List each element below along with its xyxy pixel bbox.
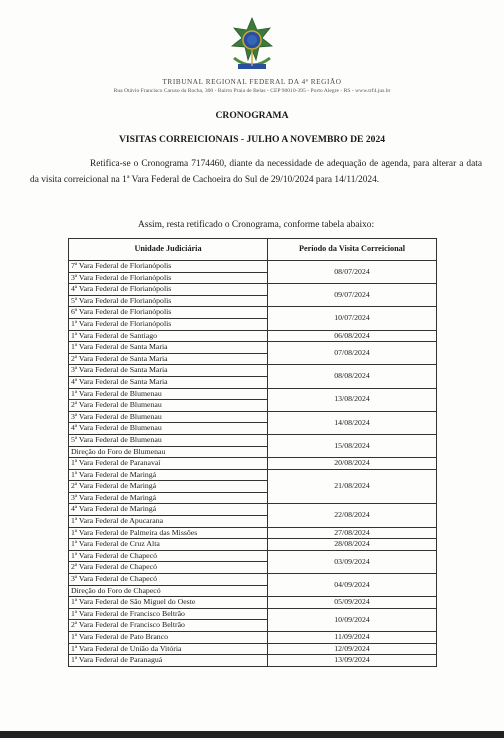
date-cell: 13/09/2024: [268, 655, 437, 667]
table-row: [69, 550, 437, 562]
table-row: [69, 539, 437, 551]
table-row: [69, 434, 437, 446]
table-header-row: [69, 239, 437, 261]
date-cell: 04/09/2024: [268, 574, 437, 597]
document-subtitle: VISITAS CORREICIONAIS - JULHO A NOVEMBRO DE 2024: [118, 134, 386, 145]
unit-cell: 1ª Vara Federal de Paranavaí: [69, 458, 268, 470]
unit-cell: 1ª Vara Federal de Santa Maria: [69, 342, 268, 354]
table-row: [69, 655, 437, 667]
unit-cell: 5ª Vara Federal de Florianópolis: [69, 295, 268, 307]
schedule-table: [68, 238, 437, 667]
date-cell: 27/08/2024: [268, 527, 437, 539]
date-cell: 28/08/2024: [268, 539, 437, 551]
date-cell: 15/08/2024: [268, 434, 437, 457]
unit-cell: 6ª Vara Federal de Florianópolis: [69, 307, 268, 319]
rectification-paragraph: Retifica-se o Cronograma 7174460, diante da necessidade de adequação de agenda, para alterar a data da visita correicional na 1ª Vara Federal de Cachoeira do Sul de 29/10/2024 para 14/11/2024.: [30, 159, 482, 185]
table-row: [69, 608, 437, 620]
date-cell: 20/08/2024: [268, 458, 437, 470]
table-row: [69, 411, 437, 423]
unit-cell: 1ª Vara Federal de São Miguel do Oeste: [69, 597, 268, 609]
date-cell: 08/07/2024: [268, 261, 437, 284]
unit-cell: 4ª Vara Federal de Santa Maria: [69, 376, 268, 388]
unit-cell: 1ª Vara Federal de Chapecó: [69, 550, 268, 562]
table-row: [69, 307, 437, 319]
unit-cell: 1ª Vara Federal de Blumenau: [69, 388, 268, 400]
unit-cell: 4ª Vara Federal de Florianópolis: [69, 284, 268, 296]
unit-cell: 3ª Vara Federal de Santa Maria: [69, 365, 268, 377]
unit-cell: 1ª Vara Federal de Apucarana: [69, 516, 268, 528]
unit-cell: 2ª Vara Federal de Blumenau: [69, 400, 268, 412]
table-row: [69, 458, 437, 470]
date-cell: 08/08/2024: [268, 365, 437, 388]
unit-cell: 4ª Vara Federal de Maringá: [69, 504, 268, 516]
date-cell: 12/09/2024: [268, 643, 437, 655]
table-row: [69, 469, 437, 481]
table-row: [69, 574, 437, 586]
date-cell: 10/07/2024: [268, 307, 437, 330]
unit-cell: 7ª Vara Federal de Florianópolis: [69, 261, 268, 273]
table-row: [69, 365, 437, 377]
schedule-body: [69, 261, 437, 667]
table-row: [69, 284, 437, 296]
date-cell: 22/08/2024: [268, 504, 437, 527]
date-cell: 05/09/2024: [268, 597, 437, 609]
org-address: Rua Otávio Francisco Caruso da Rocha, 300 - Bairro Praia de Belas - CEP 90010-395 - Porto Alegre - RS - www.trf4.jus.br: [113, 88, 391, 94]
unit-cell: 1ª Vara Federal de Francisco Beltrão: [69, 608, 268, 620]
brazil-coat-of-arms-icon: [226, 16, 278, 76]
unit-cell: 1ª Vara Federal de Florianópolis: [69, 318, 268, 330]
unit-cell: 4ª Vara Federal de Blumenau: [69, 423, 268, 435]
table-row: [69, 597, 437, 609]
unit-cell: 1ª Vara Federal de Palmeira das Missões: [69, 527, 268, 539]
unit-cell: 3ª Vara Federal de Chapecó: [69, 574, 268, 586]
document-title: CRONOGRAMA: [215, 110, 289, 121]
unit-cell: 1ª Vara Federal de Maringá: [69, 469, 268, 481]
date-cell: 06/08/2024: [268, 330, 437, 342]
unit-cell: Direção do Foro de Chapecó: [69, 585, 268, 597]
closing-line: Assim, resta retificado o Cronograma, conforme tabela abaixo:: [137, 220, 375, 230]
header-period: Período da Visita Correicional: [268, 239, 437, 261]
date-cell: 21/08/2024: [268, 469, 437, 504]
table-row: [69, 527, 437, 539]
unit-cell: 2ª Vara Federal de Chapecó: [69, 562, 268, 574]
table-row: [69, 632, 437, 644]
org-name: TRIBUNAL REGIONAL FEDERAL DA 4ª REGIÃO: [162, 78, 342, 86]
date-cell: 10/09/2024: [268, 608, 437, 631]
table-row: [69, 330, 437, 342]
unit-cell: Direção do Foro de Blumenau: [69, 446, 268, 458]
unit-cell: 1ª Vara Federal de Cruz Alta: [69, 539, 268, 551]
date-cell: 03/09/2024: [268, 550, 437, 573]
unit-cell: 3ª Vara Federal de Florianópolis: [69, 272, 268, 284]
date-cell: 13/08/2024: [268, 388, 437, 411]
unit-cell: 1ª Vara Federal de União da Vitória: [69, 643, 268, 655]
unit-cell: 2ª Vara Federal de Maringá: [69, 481, 268, 493]
date-cell: 09/07/2024: [268, 284, 437, 307]
unit-cell: 3ª Vara Federal de Blumenau: [69, 411, 268, 423]
unit-cell: 1ª Vara Federal de Paranaguá: [69, 655, 268, 667]
date-cell: 14/08/2024: [268, 411, 437, 434]
table-row: [69, 504, 437, 516]
table-row: [69, 643, 437, 655]
unit-cell: 1ª Vara Federal de Pato Branco: [69, 632, 268, 644]
table-row: [69, 342, 437, 354]
header-unit: Unidade Judiciária: [69, 239, 268, 261]
unit-cell: 5ª Vara Federal de Blumenau: [69, 434, 268, 446]
unit-cell: 2ª Vara Federal de Santa Maria: [69, 353, 268, 365]
table-row: [69, 388, 437, 400]
date-cell: 07/08/2024: [268, 342, 437, 365]
unit-cell: 3ª Vara Federal de Maringá: [69, 492, 268, 504]
bottom-edge-bar: [0, 731, 504, 738]
unit-cell: 2ª Vara Federal de Francisco Beltrão: [69, 620, 268, 632]
date-cell: 11/09/2024: [268, 632, 437, 644]
unit-cell: 1ª Vara Federal de Santiago: [69, 330, 268, 342]
table-row: [69, 261, 437, 273]
